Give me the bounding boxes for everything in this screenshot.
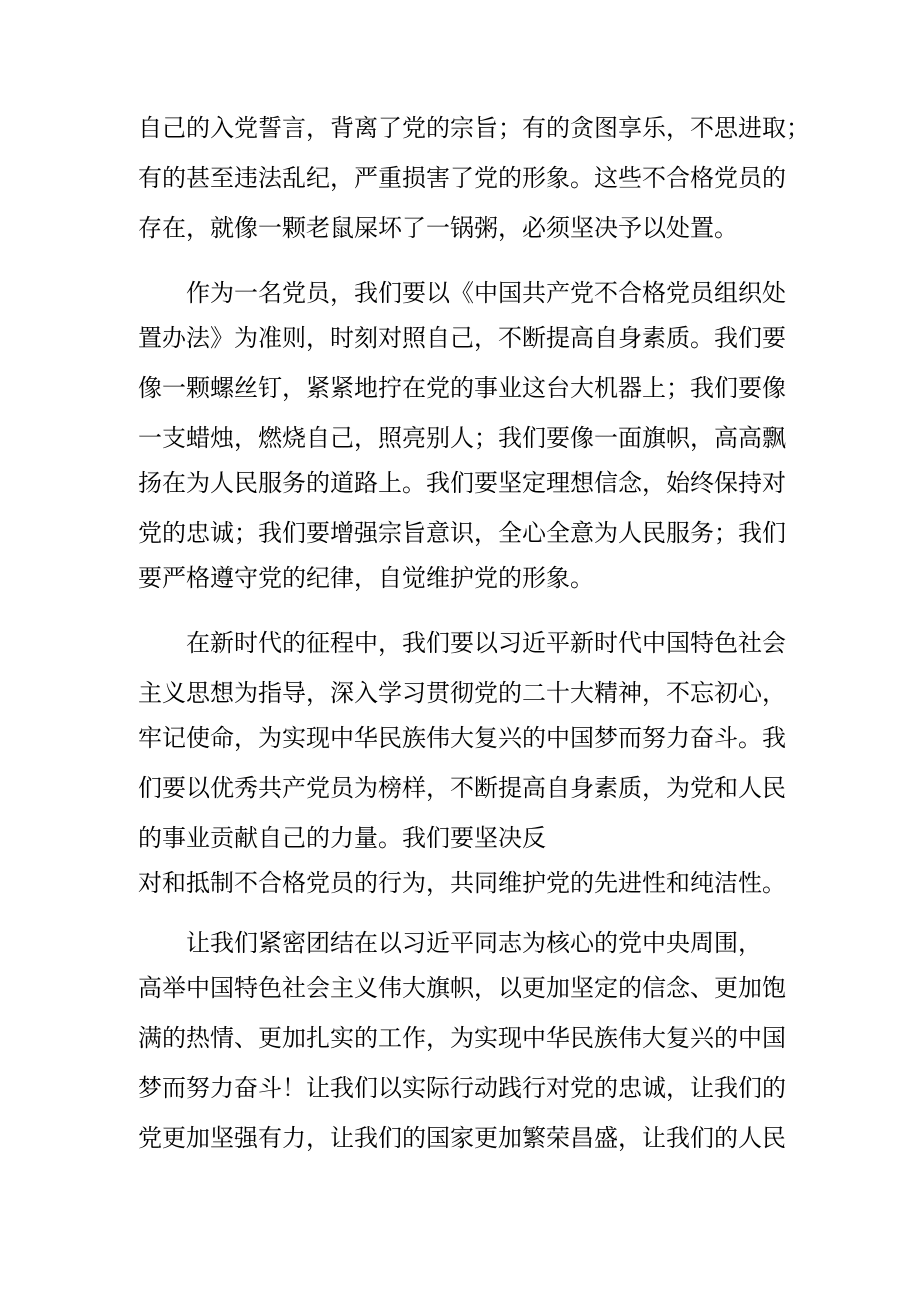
paragraph-3-line-6: 对和抵制不合格党员的行为，共同维护党的先进性和纯洁性。 (138, 869, 786, 897)
paragraph-2-line-7: 要严格遵守党的纪律，自觉维护党的形象。 (138, 564, 594, 592)
paragraph-3-line-1: 在新时代的征程中，我们要以习近平新时代中国特色社会 (186, 629, 786, 657)
paragraph-3-line-5: 的事业贡献自己的力量。我们要坚决反 (138, 824, 546, 852)
paragraph-4-line-5: 党更加坚强有力，让我们的国家更加繁荣昌盛，让我们的人民 (138, 1124, 786, 1152)
paragraph-3-line-2: 主义思想为指导，深入学习贯彻党的二十大精神，不忘初心， (138, 679, 786, 707)
paragraph-3-line-3: 牢记使命，为实现中华民族伟大复兴的中国梦而努力奋斗。我 (138, 724, 786, 752)
paragraph-2-line-5: 扬在为人民服务的道路上。我们要坚定理想信念，始终保持对 (138, 469, 786, 497)
paragraph-4-line-2: 高举中国特色社会主义伟大旗帜，以更加坚定的信念、更加饱 (138, 974, 786, 1002)
paragraph-4-line-1: 让我们紧密团结在以习近平同志为核心的党中央周围， (186, 929, 762, 957)
paragraph-2-line-2: 置办法》为准则，时刻对照自己，不断提高自身素质。我们要 (138, 324, 786, 352)
paragraph-1-line-2: 有的甚至违法乱纪，严重损害了党的形象。这些不合格党员的 (138, 164, 786, 192)
paragraph-2-line-1: 作为一名党员，我们要以《中国共产党不合格党员组织处 (186, 279, 786, 307)
paragraph-2-line-3: 像一颗螺丝钉，紧紧地拧在党的事业这台大机器上；我们要像 (138, 374, 786, 402)
paragraph-1-line-1: 自己的入党誓言，背离了党的宗旨；有的贪图享乐，不思进取； (138, 114, 810, 142)
paragraph-1-line-3: 存在，就像一颗老鼠屎坏了一锅粥，必须坚决予以处置。 (138, 214, 738, 242)
paragraph-2-line-4: 一支蜡烛，燃烧自己，照亮别人；我们要像一面旗帜，高高飘 (138, 424, 786, 452)
paragraph-4-line-4: 梦而努力奋斗！让我们以实际行动践行对党的忠诚，让我们的 (138, 1074, 786, 1102)
paragraph-3-line-4: 们要以优秀共产党员为榜样，不断提高自身素质，为党和人民 (138, 774, 786, 802)
paragraph-4-line-3: 满的热情、更加扎实的工作，为实现中华民族伟大复兴的中国 (138, 1024, 786, 1052)
paragraph-2-line-6: 党的忠诚；我们要增强宗旨意识，全心全意为人民服务；我们 (138, 519, 786, 547)
